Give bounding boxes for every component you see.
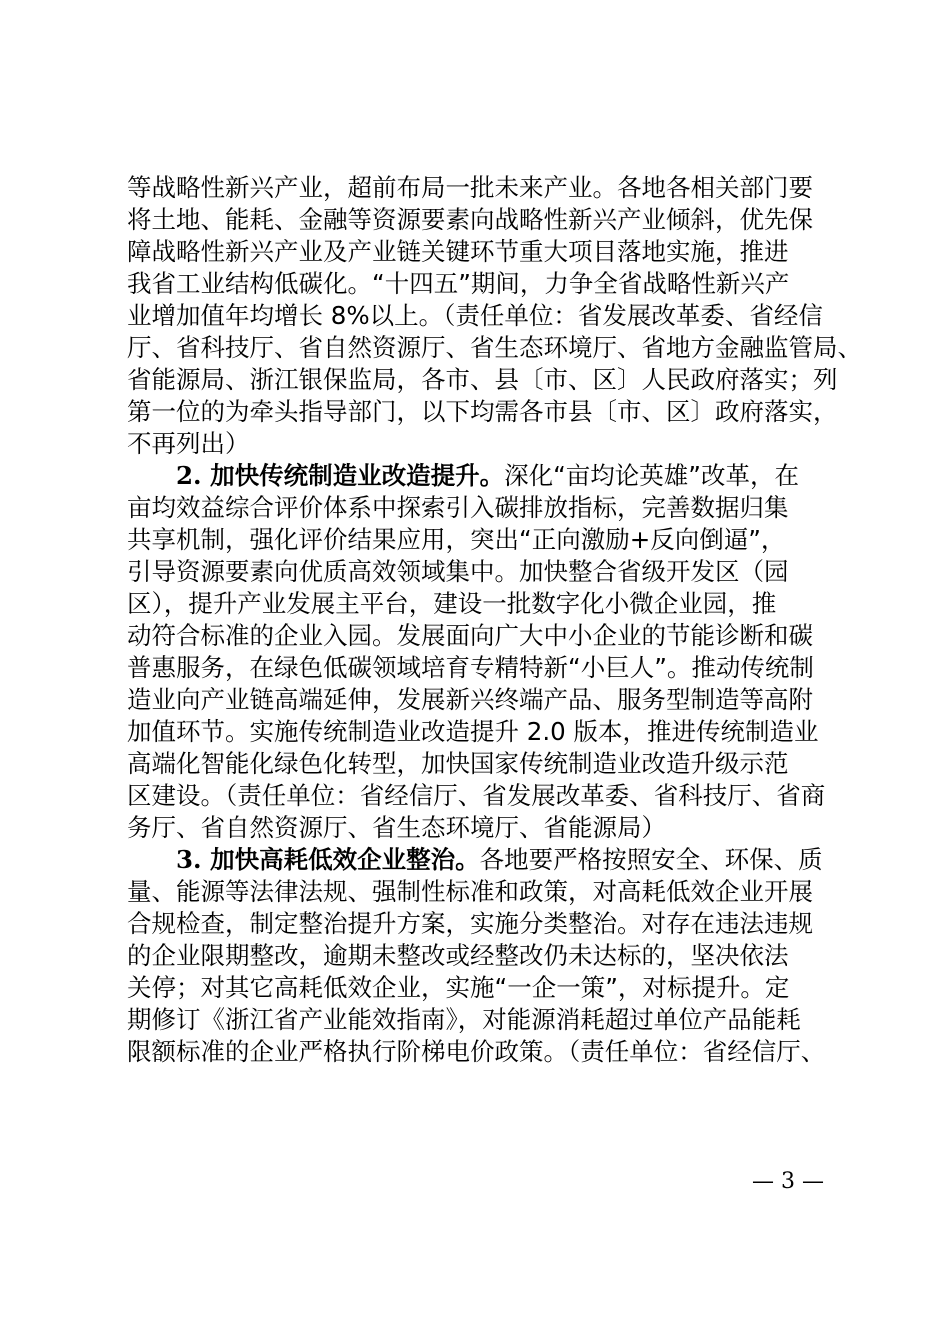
section-2-line: 务厅、省自然资源厅、省生态环境厅、省能源局） (127, 813, 666, 842)
section-2-line: 动符合标准的企业入园。发展面向广大中小企业的节能诊断和碳 (127, 621, 813, 650)
section-2-line: 亩均效益综合评价体系中探索引入碳排放指标，完善数据归集 (127, 493, 789, 522)
section-2-line: 造业向产业链高端延伸，发展新兴终端产品、服务型制造等高附 (127, 685, 813, 714)
paragraph-line: 厅、省科技厅、省自然资源厅、省生态环境厅、省地方金融监管局、 (127, 333, 862, 362)
page-number: — 3 — (752, 1169, 824, 1194)
section-3-line: 限额标准的企业严格执行阶梯电价政策。（责任单位：省经信厅、 (127, 1037, 826, 1066)
paragraph-line: 障战略性新兴产业及产业链关键环节重大项目落地实施，推进 (127, 237, 789, 266)
section-3-line: 合规检查，制定整治提升方案，实施分类整治。对存在违法违规 (127, 909, 813, 938)
section-2-line: 高端化智能化绿色化转型，加快国家传统制造业改造升级示范 (127, 749, 789, 778)
section-2-line: 加值环节。实施传统制造业改造提升 2.0 版本，推进传统制造业 (127, 717, 819, 746)
section-2-lead-text: 深化“亩均论英雄”改革，在 (504, 461, 799, 490)
section-3-line: 的企业限期整改，逾期未整改或经整改仍未达标的，坚决依法 (127, 941, 789, 970)
section-2-line: 共享机制，强化评价结果应用，突出“正向激励+反向倒逼”， (127, 525, 786, 554)
section-3-heading: 3. 加快高耗低效企业整治。 (176, 845, 480, 874)
section-2-first-line (127, 460, 847, 492)
paragraph-line: 等战略性新兴产业，超前布局一批未来产业。各地各相关部门要 (127, 173, 813, 202)
paragraph-line: 将土地、能耗、金融等资源要素向战略性新兴产业倾斜，优先保 (127, 205, 813, 234)
section-3-lead-text: 各地要严格按照安全、环保、质 (479, 845, 823, 874)
section-3-line: 关停；对其它高耗低效企业，实施“一企一策”，对标提升。定 (127, 973, 790, 1002)
section-2-line: 引导资源要素向优质高效领域集中。加快整合省级开发区（园 (127, 557, 789, 586)
paragraph-line: 我省工业结构低碳化。“十四五”期间，力争全省战略性新兴产 (127, 269, 790, 298)
paragraph-line: 第一位的为牵头指导部门，以下均需各市县〔市、区〕政府落实， (127, 397, 838, 426)
document-body (127, 172, 862, 1068)
paragraph-line: 省能源局、浙江银保监局，各市、县〔市、区〕人民政府落实；列 (127, 365, 838, 394)
paragraph-line: 业增加值年均增长 8%以上。（责任单位：省发展改革委、省经信 (127, 301, 823, 330)
section-2-line: 普惠服务，在绿色低碳领域培育专精特新“小巨人”。推动传统制 (127, 653, 814, 682)
section-3-line: 量、能源等法律法规、强制性标准和政策，对高耗低效企业开展 (127, 877, 813, 906)
section-2-line: 区建设。（责任单位：省经信厅、省发展改革委、省科技厅、省商 (127, 781, 826, 810)
section-3-first-line (127, 844, 847, 876)
paragraph-line: 不再列出） (127, 429, 250, 458)
section-3-line: 期修订《浙江省产业能效指南》，对能源消耗超过单位产品能耗 (127, 1005, 801, 1034)
section-2-heading: 2. 加快传统制造业改造提升。 (176, 461, 505, 490)
section-2-line: 区），提升产业发展主平台，建设一批数字化小微企业园，推 (127, 589, 777, 618)
